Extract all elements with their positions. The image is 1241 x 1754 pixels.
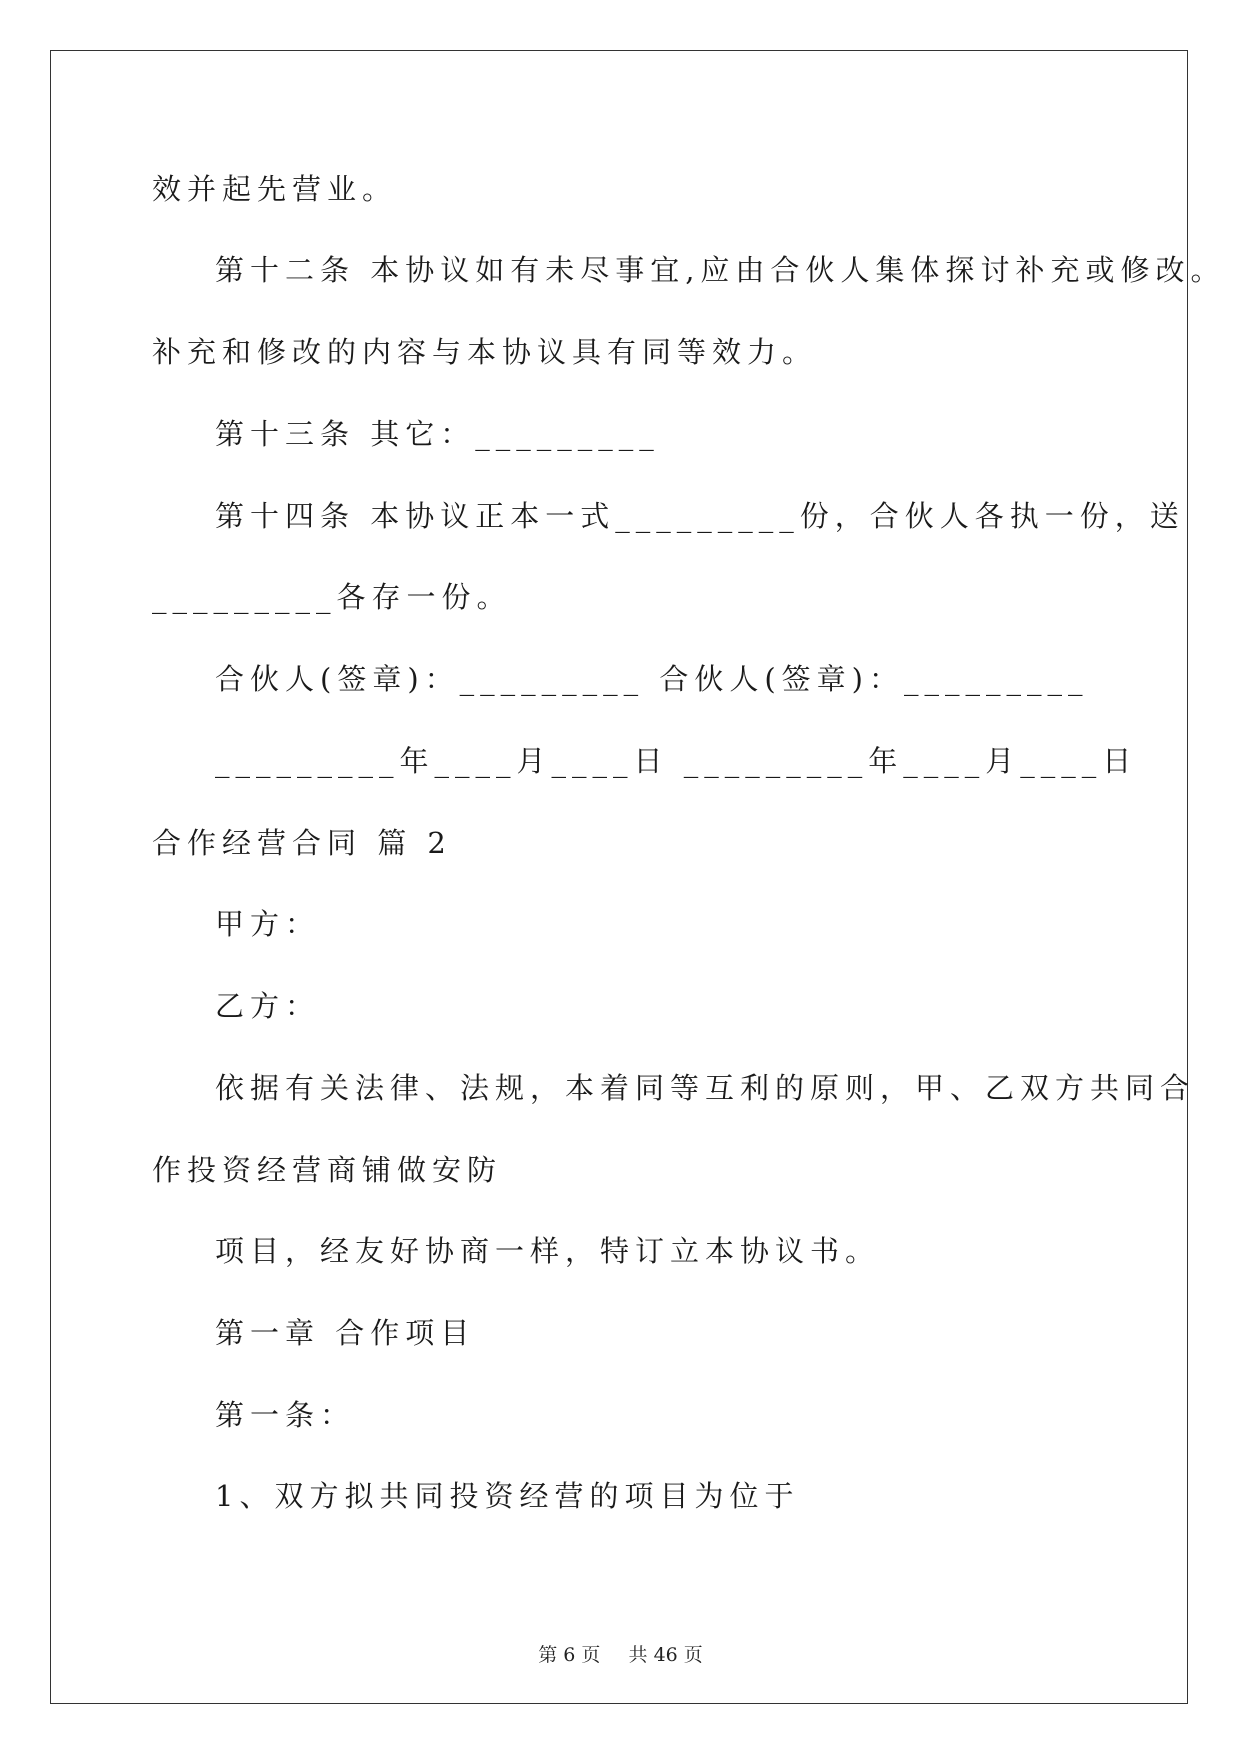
chapter-heading: 第一章 合作项目 bbox=[215, 1316, 476, 1350]
text-line: 依据有关法律、法规，本着同等互利的原则，甲、乙双方共同合 bbox=[215, 1071, 1196, 1105]
text-line: 乙方： bbox=[215, 989, 321, 1023]
text-line: 项目，经友好协商一样，特订立本协议书。 bbox=[215, 1234, 881, 1268]
text-line: _________各存一份。 bbox=[152, 580, 512, 614]
text-line: 作投资经营商铺做安防 bbox=[152, 1153, 503, 1187]
text-line: 补充和修改的内容与本协议具有同等效力。 bbox=[152, 335, 818, 369]
page-number: 第 6 页 bbox=[538, 1644, 601, 1666]
text-line: 第一条： bbox=[215, 1398, 356, 1432]
signature-line: 合伙人(签章)：_________ 合伙人(签章)：_________ bbox=[215, 662, 1089, 696]
text-line: 第十四条 本协议正本一式_________份，合伙人各执一份，送 bbox=[215, 499, 1185, 533]
text-line: 第十二条 本协议如有未尽事宜,应由合伙人集体探讨补充或修改。 bbox=[215, 253, 1226, 287]
text-line: 甲方： bbox=[215, 907, 321, 941]
page-border bbox=[50, 50, 1188, 1704]
date-line: _________年____月____日 _________年____月____日 bbox=[215, 744, 1138, 778]
page-footer bbox=[0, 1640, 1241, 1667]
text-line: 第十三条 其它：_________ bbox=[215, 417, 660, 451]
text-line: 1、双方拟共同投资经营的项目为位于 bbox=[215, 1479, 800, 1513]
total-pages: 共 46 页 bbox=[628, 1644, 703, 1666]
text-line: 效并起先营业。 bbox=[152, 172, 398, 206]
section-heading: 合作经营合同 篇 2 bbox=[152, 826, 452, 860]
